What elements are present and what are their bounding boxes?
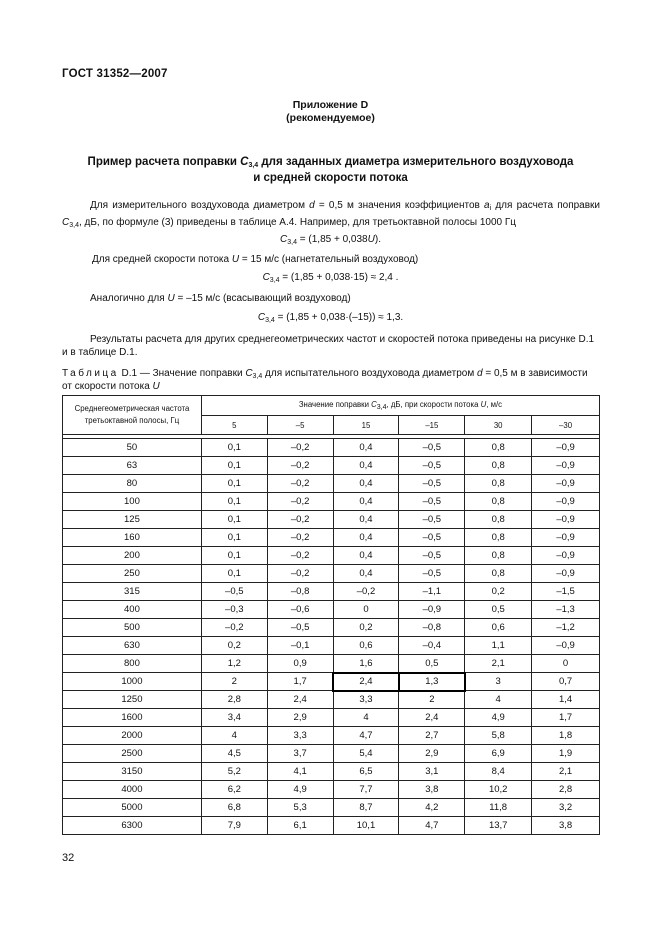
value-cell: 0,4: [333, 529, 399, 547]
value-cell: –0,5: [399, 493, 465, 511]
value-cell: 0,2: [465, 583, 532, 601]
value-cell: –0,9: [532, 637, 600, 655]
value-cell: 0,1: [201, 529, 267, 547]
value-cell: 2,7: [399, 727, 465, 745]
value-cell: 0,8: [465, 493, 532, 511]
header-speed: –5: [267, 416, 333, 435]
value-cell: 0,8: [465, 457, 532, 475]
value-cell: 4: [201, 727, 267, 745]
header-speed: 5: [201, 416, 267, 435]
value-cell: 2: [201, 673, 267, 691]
value-cell: 3: [465, 673, 532, 691]
frequency-cell: 50: [63, 439, 202, 457]
table-caption-line2: от скорости потока U: [62, 381, 160, 392]
value-cell: –0,5: [399, 565, 465, 583]
value-cell: 4,5: [201, 745, 267, 763]
value-cell: –0,9: [532, 439, 600, 457]
value-cell: 0,4: [333, 439, 399, 457]
table-row: [63, 475, 600, 493]
value-cell: 4,7: [333, 727, 399, 745]
frequency-cell: 6300: [63, 817, 202, 835]
value-cell: –1,1: [399, 583, 465, 601]
value-cell: 5,2: [201, 763, 267, 781]
value-cell: 1,8: [532, 727, 600, 745]
frequency-cell: 630: [63, 637, 202, 655]
value-cell: –0,9: [532, 529, 600, 547]
frequency-cell: 800: [63, 655, 202, 673]
value-cell: –0,5: [399, 457, 465, 475]
paragraph-2: Для средней скорости потока U = 15 м/с (нагнетательный воздуховод): [92, 254, 419, 265]
value-cell: 6,2: [201, 781, 267, 799]
table-row: [63, 655, 600, 673]
table-row: [63, 781, 600, 799]
appendix-subtitle: (рекомендуемое): [286, 112, 375, 124]
table-row: [63, 529, 600, 547]
value-cell: 0,2: [201, 637, 267, 655]
table-row: [63, 565, 600, 583]
value-cell: 0,8: [465, 547, 532, 565]
value-cell: 0,4: [333, 475, 399, 493]
table-row: [63, 817, 600, 835]
header-frequency: Среднегеометрическая частота третьоктавной полосы, Гц: [63, 396, 202, 435]
table-row: [63, 673, 600, 691]
table-row: [63, 763, 600, 781]
value-cell: –0,2: [333, 583, 399, 601]
value-cell: –0,9: [532, 511, 600, 529]
value-cell: 6,5: [333, 763, 399, 781]
table-row: [63, 745, 600, 763]
table-row: [63, 709, 600, 727]
table-row: [63, 691, 600, 709]
value-cell: –0,5: [201, 583, 267, 601]
value-cell: –0,5: [399, 511, 465, 529]
value-cell: 0,7: [532, 673, 600, 691]
frequency-cell: 250: [63, 565, 202, 583]
paragraph-4-line2: и в таблице D.1.: [62, 347, 138, 358]
frequency-cell: 5000: [63, 799, 202, 817]
value-cell: –0,9: [532, 547, 600, 565]
correction-table: [62, 395, 600, 835]
value-cell: 1,7: [532, 709, 600, 727]
value-cell: 0,9: [267, 655, 333, 673]
table-row: [63, 439, 600, 457]
value-cell: 3,3: [267, 727, 333, 745]
table-row: [63, 637, 600, 655]
value-cell: 7,7: [333, 781, 399, 799]
value-cell: 3,1: [399, 763, 465, 781]
table-row: [63, 727, 600, 745]
appendix-title: Приложение D: [292, 99, 369, 111]
value-cell: 0,4: [333, 565, 399, 583]
value-cell: 1,3: [399, 673, 465, 691]
value-cell: 2,1: [532, 763, 600, 781]
value-cell: 2,8: [201, 691, 267, 709]
value-cell: 6,9: [465, 745, 532, 763]
value-cell: 5,8: [465, 727, 532, 745]
table-row: [63, 799, 600, 817]
frequency-cell: 125: [63, 511, 202, 529]
value-cell: –0,2: [267, 439, 333, 457]
value-cell: 6,8: [201, 799, 267, 817]
value-cell: 0,5: [465, 601, 532, 619]
table-row: [63, 583, 600, 601]
value-cell: –0,2: [267, 529, 333, 547]
value-cell: 4: [333, 709, 399, 727]
value-cell: 0,8: [465, 439, 532, 457]
value-cell: 0,1: [201, 565, 267, 583]
section-title-line2: и средней скорости потока: [253, 172, 408, 184]
value-cell: 2: [399, 691, 465, 709]
value-cell: –0,2: [267, 547, 333, 565]
value-cell: –0,5: [399, 529, 465, 547]
frequency-cell: 160: [63, 529, 202, 547]
frequency-cell: 1600: [63, 709, 202, 727]
value-cell: 5,3: [267, 799, 333, 817]
value-cell: 0,1: [201, 475, 267, 493]
frequency-cell: 4000: [63, 781, 202, 799]
value-cell: 0,8: [465, 529, 532, 547]
value-cell: 5,4: [333, 745, 399, 763]
value-cell: –0,9: [532, 457, 600, 475]
value-cell: 10,2: [465, 781, 532, 799]
value-cell: 0,8: [465, 565, 532, 583]
value-cell: 0,8: [465, 511, 532, 529]
value-cell: 3,3: [333, 691, 399, 709]
value-cell: –0,2: [267, 493, 333, 511]
header-correction-group: Значение поправки $C_{3,4}$, дБ, при скорости потока U, м/с: [201, 396, 599, 416]
value-cell: –0,9: [532, 565, 600, 583]
value-cell: 0,4: [333, 457, 399, 475]
header-speed: 30: [465, 416, 532, 435]
header-speed: 15: [333, 416, 399, 435]
value-cell: –0,5: [399, 475, 465, 493]
frequency-cell: 400: [63, 601, 202, 619]
table-caption-line1: Таблица D.1 — Значение поправки $C_{3,4}$ для испытательного воздуховода диаметром d = 0,5 м в зависимости: [62, 368, 588, 380]
value-cell: –0,2: [267, 457, 333, 475]
value-cell: –1,5: [532, 583, 600, 601]
frequency-cell: 1000: [63, 673, 202, 691]
value-cell: 0,1: [201, 457, 267, 475]
value-cell: 8,7: [333, 799, 399, 817]
value-cell: –0,2: [267, 475, 333, 493]
value-cell: 0,1: [201, 493, 267, 511]
value-cell: 0: [532, 655, 600, 673]
value-cell: –1,3: [532, 601, 600, 619]
value-cell: 0,1: [201, 547, 267, 565]
paragraph-4-line1: Результаты расчета для других среднегеометрических частот и скоростей потока приведены на рисунке D.1: [90, 334, 595, 345]
section-title-line1: Пример расчета поправки $C_{3,4}$ для заданных диаметра измерительного воздуховода: [87, 156, 574, 169]
table-row: [63, 547, 600, 565]
value-cell: 2,8: [532, 781, 600, 799]
value-cell: 1,7: [267, 673, 333, 691]
value-cell: 4,1: [267, 763, 333, 781]
value-cell: 0,5: [399, 655, 465, 673]
value-cell: –0,5: [399, 439, 465, 457]
value-cell: 4,9: [465, 709, 532, 727]
page-number: 32: [62, 852, 75, 864]
frequency-cell: 100: [63, 493, 202, 511]
value-cell: –0,8: [267, 583, 333, 601]
value-cell: 2,9: [267, 709, 333, 727]
value-cell: 1,9: [532, 745, 600, 763]
value-cell: 4,7: [399, 817, 465, 835]
frequency-cell: 2500: [63, 745, 202, 763]
paragraph-3: Аналогично для U = –15 м/с (всасывающий воздуховод): [90, 293, 351, 304]
value-cell: 0,1: [201, 439, 267, 457]
value-cell: –0,6: [267, 601, 333, 619]
value-cell: –0,3: [201, 601, 267, 619]
formula-1: $C_{3,4} = (1,85 + 0,038U)$.: [280, 234, 381, 246]
value-cell: –0,2: [267, 565, 333, 583]
value-cell: –0,5: [399, 547, 465, 565]
header-speed: –15: [399, 416, 465, 435]
frequency-cell: 1250: [63, 691, 202, 709]
value-cell: 0,4: [333, 547, 399, 565]
value-cell: 7,9: [201, 817, 267, 835]
table-row: [63, 601, 600, 619]
value-cell: 0,2: [333, 619, 399, 637]
frequency-cell: 200: [63, 547, 202, 565]
table-row: [63, 619, 600, 637]
paragraph-1: Для измерительного воздуховода диаметром d = 0,5 м значения коэффициентов $a_i$ для расчета поправки $C_{3,4}$, дБ, по формуле (3) приведены в таблице А.4. Например, для третьоктавной полосы 1000 Гц: [62, 200, 601, 229]
value-cell: 2,4: [333, 673, 399, 691]
value-cell: 0,6: [465, 619, 532, 637]
table-row: [63, 511, 600, 529]
value-cell: 0,4: [333, 493, 399, 511]
frequency-cell: 63: [63, 457, 202, 475]
header-speed: –30: [532, 416, 600, 435]
value-cell: 3,2: [532, 799, 600, 817]
value-cell: –0,9: [532, 493, 600, 511]
value-cell: 1,6: [333, 655, 399, 673]
value-cell: 3,8: [399, 781, 465, 799]
value-cell: 1,4: [532, 691, 600, 709]
value-cell: –0,9: [532, 475, 600, 493]
frequency-cell: 500: [63, 619, 202, 637]
value-cell: 13,7: [465, 817, 532, 835]
value-cell: 2,4: [267, 691, 333, 709]
value-cell: 0: [333, 601, 399, 619]
value-cell: 2,1: [465, 655, 532, 673]
value-cell: –0,9: [399, 601, 465, 619]
value-cell: 0,6: [333, 637, 399, 655]
value-cell: –0,2: [267, 511, 333, 529]
table-row: [63, 457, 600, 475]
value-cell: 11,8: [465, 799, 532, 817]
value-cell: –0,5: [267, 619, 333, 637]
formula-2: $C_{3,4} = (1,85 + 0,038\cdot 15) \approx 2,4$ .: [262, 272, 399, 284]
value-cell: 4,2: [399, 799, 465, 817]
value-cell: 1,2: [201, 655, 267, 673]
value-cell: 2,9: [399, 745, 465, 763]
formula-3: $C_{3,4} = (1,85 + 0,038\cdot(-15)) \approx 1,3$.: [257, 312, 404, 324]
value-cell: 2,4: [399, 709, 465, 727]
value-cell: 1,1: [465, 637, 532, 655]
value-cell: 10,1: [333, 817, 399, 835]
value-cell: –1,2: [532, 619, 600, 637]
value-cell: 0,8: [465, 475, 532, 493]
document-header: ГОСТ 31352—2007: [62, 68, 168, 80]
value-cell: 3,8: [532, 817, 600, 835]
value-cell: 3,4: [201, 709, 267, 727]
value-cell: 6,1: [267, 817, 333, 835]
value-cell: –0,8: [399, 619, 465, 637]
value-cell: 3,7: [267, 745, 333, 763]
frequency-cell: 2000: [63, 727, 202, 745]
frequency-cell: 3150: [63, 763, 202, 781]
value-cell: –0,2: [201, 619, 267, 637]
value-cell: 4,9: [267, 781, 333, 799]
value-cell: –0,1: [267, 637, 333, 655]
value-cell: 0,4: [333, 511, 399, 529]
table-body: [63, 439, 600, 835]
frequency-cell: 80: [63, 475, 202, 493]
value-cell: 4: [465, 691, 532, 709]
frequency-cell: 315: [63, 583, 202, 601]
value-cell: 0,1: [201, 511, 267, 529]
value-cell: –0,4: [399, 637, 465, 655]
value-cell: 8,4: [465, 763, 532, 781]
table-row: [63, 493, 600, 511]
